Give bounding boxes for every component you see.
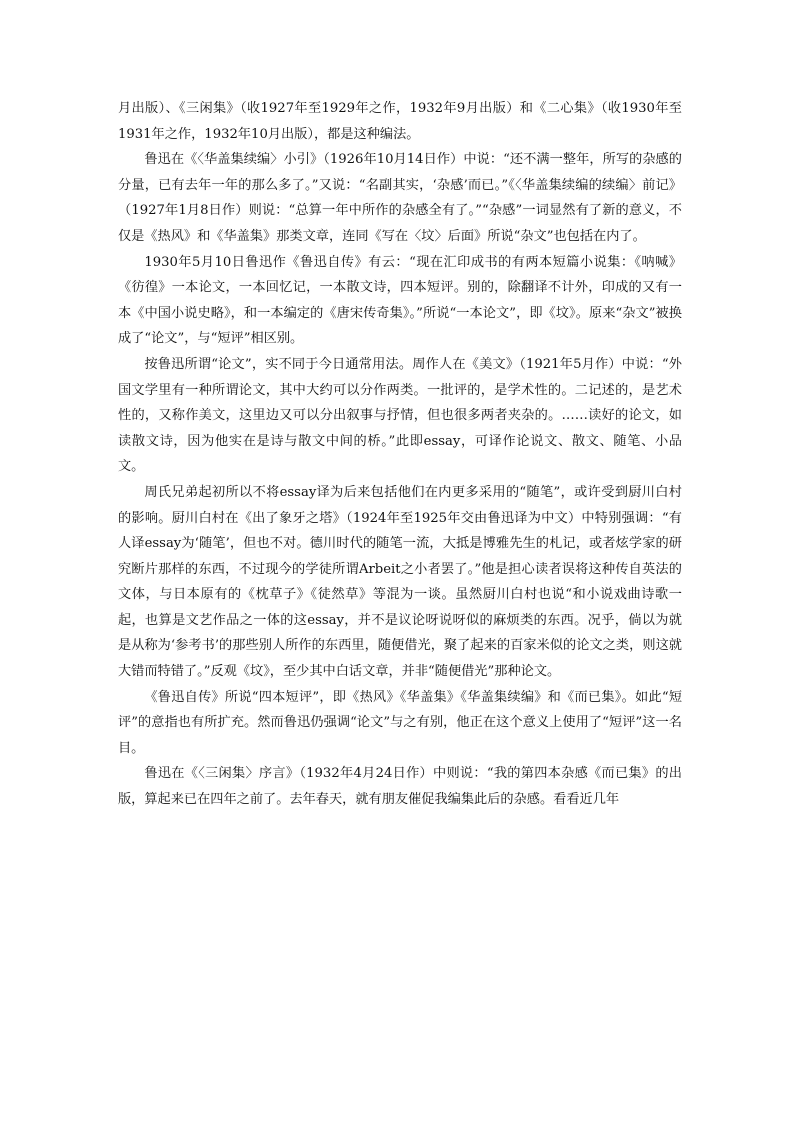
paragraph-4: 按鲁迅所谓“论文”，实不同于今日通常用法。周作人在《美文》（1921年5月作）中说：“外国文学里有一种所谓论文，其中大约可以分作两类。一批评的，是学术性的。二记述的，是艺术性的，又称作美文，这里边又可以分出叙事与抒情，但也很多两者夹杂的。……读好的论文，如读散文诗，因为他实在是诗与散文中间的桥。”此即essay，可译作论说文、散文、随笔、小品文。 [118, 356, 682, 475]
paragraph-1: 月出版）、《三闲集》（收1927年至1929年之作，1932年9月出版）和《二心集》（收1930年至1931年之作，1932年10月出版），都是这种编法。 [118, 101, 682, 142]
body-text [118, 96, 682, 813]
paragraph-5: 周氏兄弟起初所以不将essay译为后来包括他们在内更多采用的“随笔”，或许受到厨川白村的影响。厨川白村在《出了象牙之塔》（1924年至1925年交由鲁迅译为中文）中特别强调：“有人译essay为‘随笔’，但也不对。德川时代的随笔一流，大抵是博雅先生的札记，或者炫学家的研究断片那样的东西，不过现今的学徒所谓Arbeit之小者罢了。”他是担心读者误将这种传自英法的文体，与日本原有的《枕草子》《徒然草》等混为一谈。虽然厨川白村也说“和小说戏曲诗歌一起，也算是文艺作品之一体的这essay，并不是议论呀说呀似的麻烦类的东西。况乎，倘以为就是从称为‘参考书’的那些别人所作的东西里，随便借光，聚了起来的百家米似的论文之类，则这就大错而特错了。”反观《坟》，至少其中白话文章，并非“随便借光”那种论文。 [118, 484, 682, 680]
paragraph-2: 鲁迅在《〈华盖集续编〉小引》（1926年10月14日作）中说：“还不满一整年，所写的杂感的分量，已有去年一年的那么多了。”又说：“名副其实，‘杂感’而已。”《〈华盖集续编的续编〉前记》（1927年1月8日作）则说：“总算一年中所作的杂感全有了。”“杂感”一词显然有了新的意义，不仅是《热风》和《华盖集》那类文章，连同《写在〈坟〉后面》所说“杂文”也包括在内了。 [118, 152, 682, 244]
paragraph-7: 鲁迅在《〈三闲集〉序言》（1932年4月24日作）中则说：“我的第四本杂感《而已集》的出版，算起来已在四年之前了。去年春天，就有朋友催促我编集此后的杂感。看看近几年 [118, 766, 682, 808]
paragraph-3: 1930年5月10日鲁迅作《鲁迅自传》有云：“现在汇印成书的有两本短篇小说集：《呐喊》《彷徨》一本论文，一本回忆记，一本散文诗，四本短评。别的，除翻译不计外，印成的又有一本《中国小说史略》，和一本编定的《唐宋传奇集》。”所说“一本论文”，即《坟》。原来“杂文”被换成了“论文”，与“短评”相区别。 [118, 254, 682, 347]
paragraph-6: 《鲁迅自传》所说“四本短评”，即《热风》《华盖集》《华盖集续编》和《而已集》。如此“短评”的意指也有所扩充。然而鲁迅仍强调“论文”与之有别，他正在这个意义上使用了“短评”这一名目。 [118, 689, 682, 756]
